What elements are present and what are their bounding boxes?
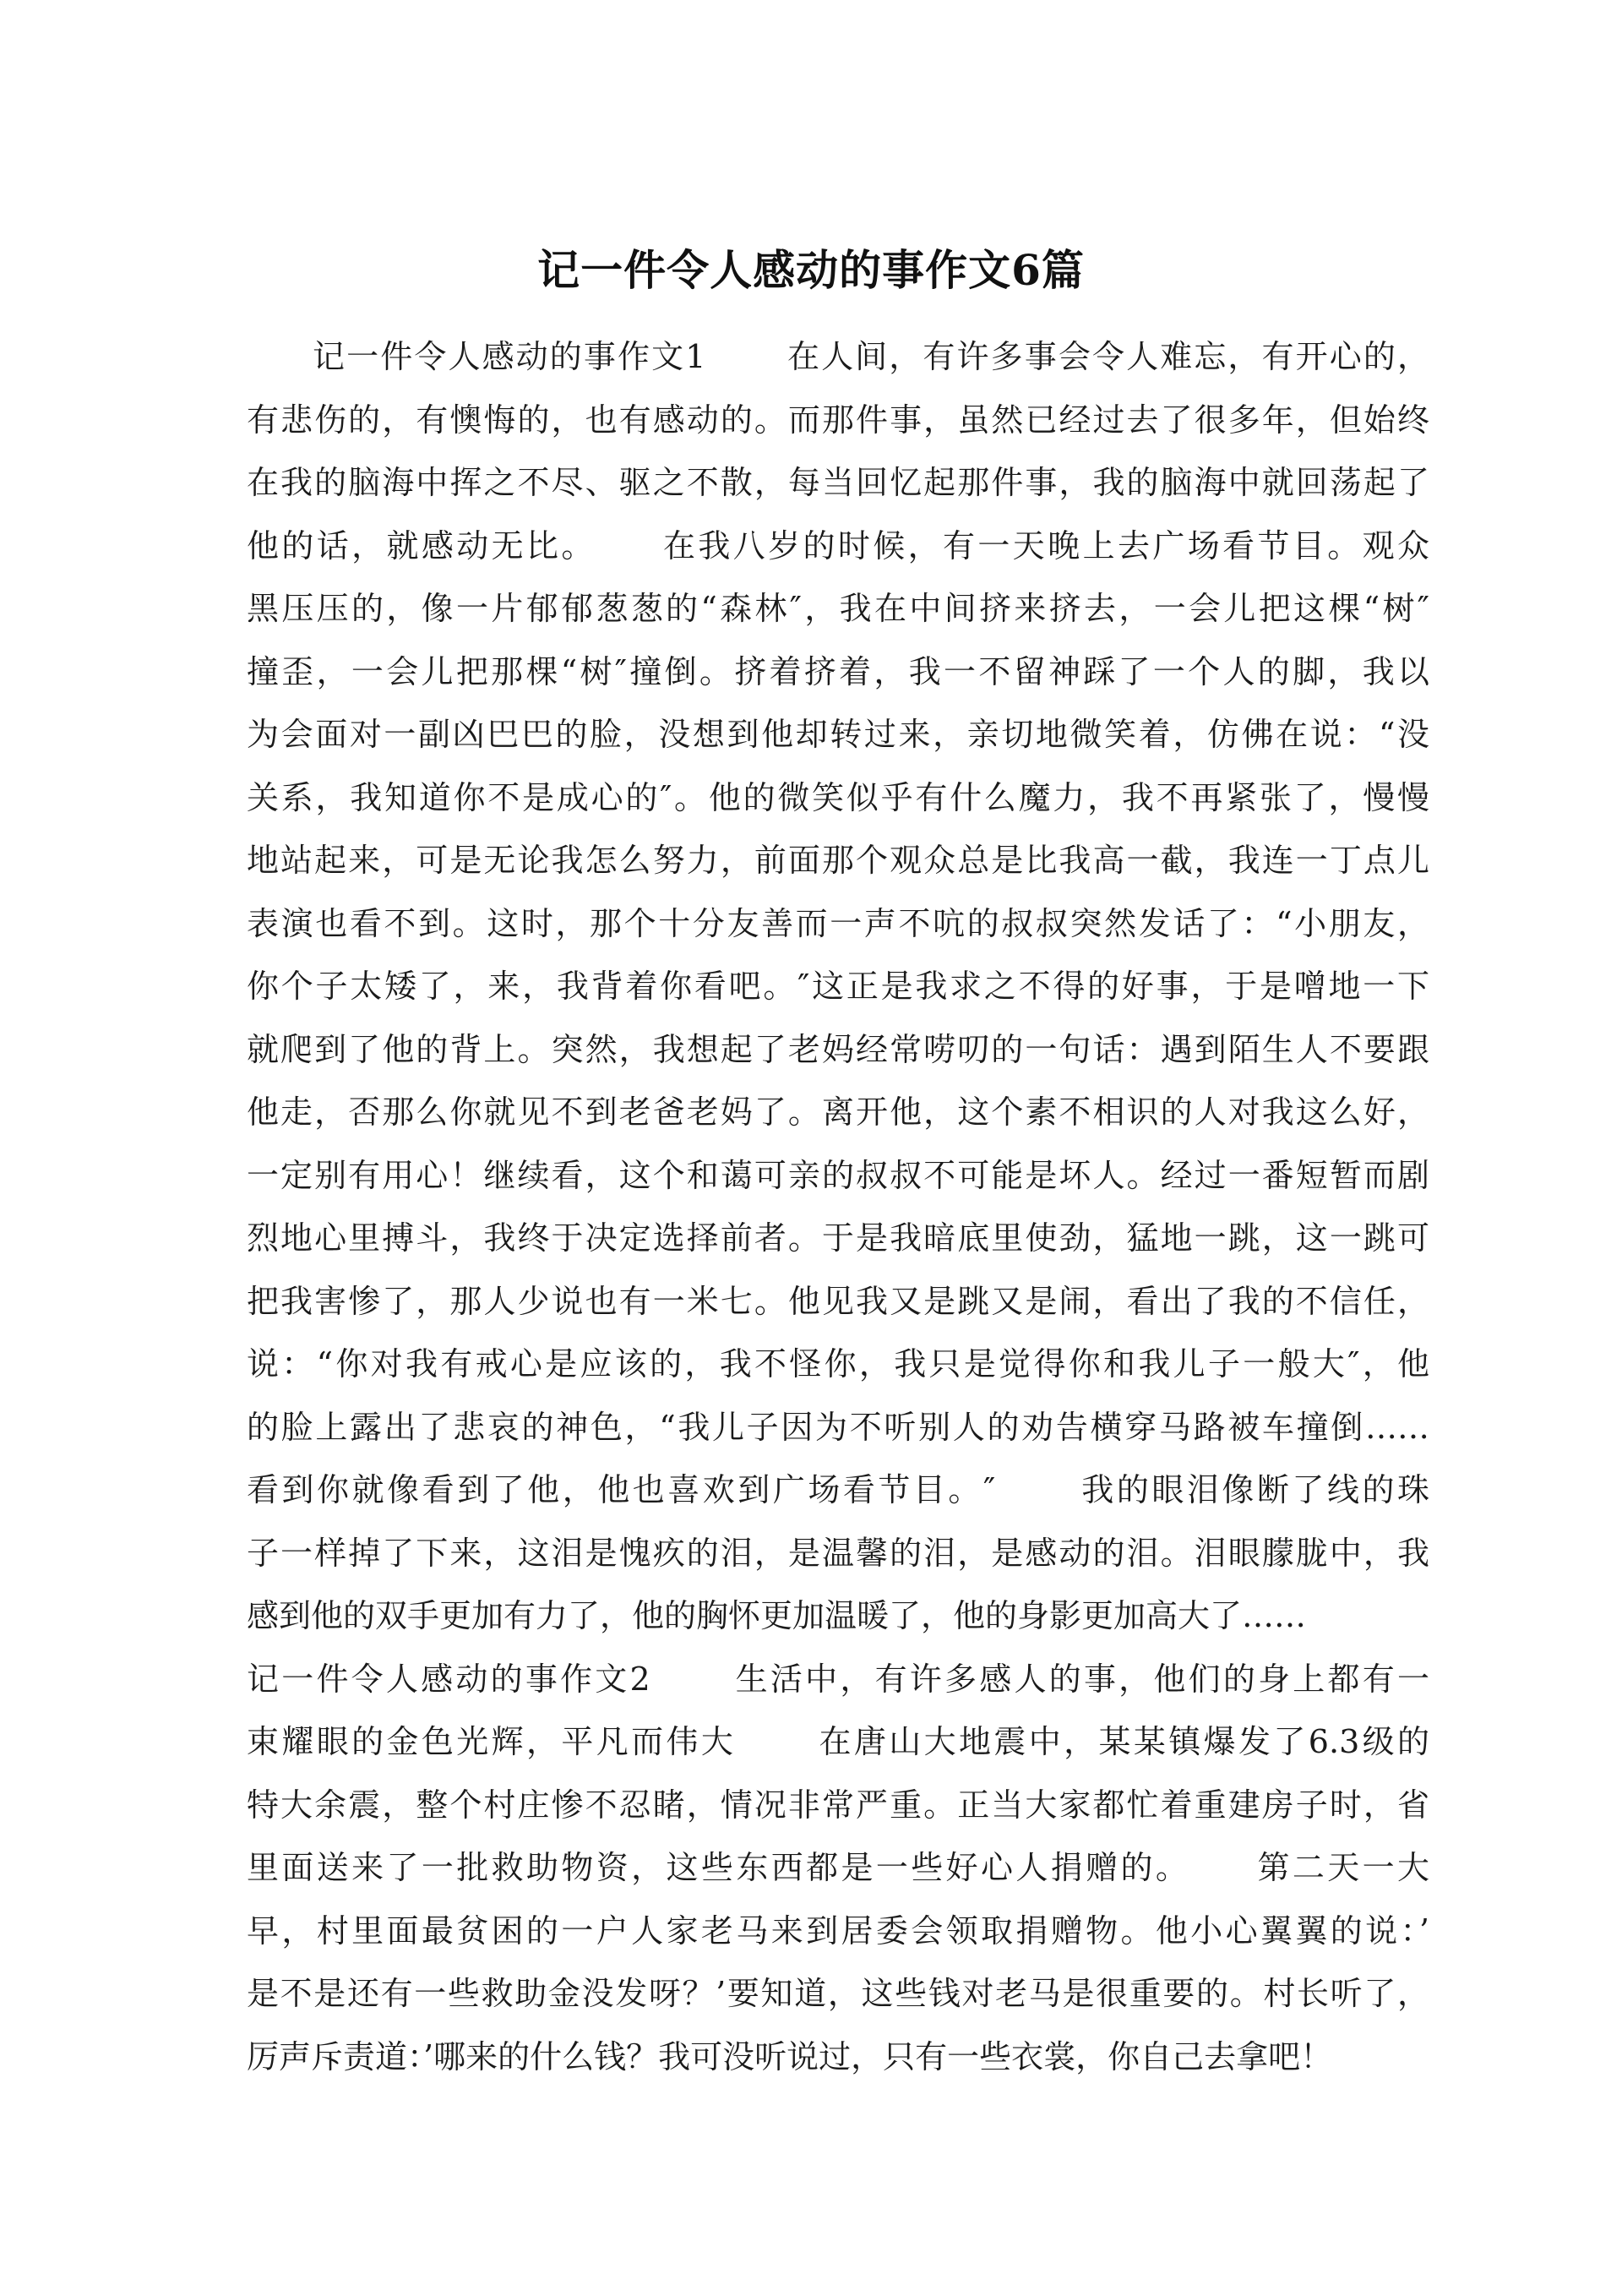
body-line-8: 关系，我知道你不是成心的″。他的微笑似乎有什么魔力，我不再紧张了，慢慢 — [247, 778, 1429, 816]
body-line-13: 他走，否那么你就见不到老爸老妈了。离开他，这个素不相识的人对我这么好， — [247, 1093, 1429, 1131]
body-line-12: 就爬到了他的背上。突然，我想起了老妈经常唠叨的一句话：遇到陌生人不要跟 — [247, 1030, 1429, 1068]
document-body — [247, 325, 1429, 2088]
body-line-18: 的脸上露出了悲哀的神色，“我儿子因为不听别人的劝告横穿马路被车撞倒…… — [247, 1408, 1429, 1446]
body-line-27: 是不是还有一些救助金没发呀？’要知道，这些钱对老马是很重要的。村长听了， — [247, 1975, 1429, 2012]
body-line-26: 早，村里面最贫困的一户人家老马来到居委会领取捐赠物。他小心翼翼的说：’ — [247, 1912, 1429, 1950]
body-line-16: 把我害惨了，那人少说也有一米七。他见我又是跳又是闹，看出了我的不信任， — [247, 1282, 1429, 1320]
body-line-7: 为会面对一副凶巴巴的脸，没想到他却转过来，亲切地微笑着，仿佛在说：“没 — [247, 716, 1429, 753]
body-line-28: 厉声斥责道：’哪来的什么钱？我可没听说过，只有一些衣裳，你自己去拿吧！ — [247, 2037, 1333, 2075]
body-line-1: 记一件令人感动的事作文1 在人间，有许多事会令人难忘，有开心的， — [313, 338, 1429, 375]
body-line-3: 在我的脑海中挥之不尽、驱之不散，每当回忆起那件事，我的脑海中就回荡起了 — [247, 464, 1429, 501]
body-line-25: 里面送来了一批救助物资，这些东西都是一些好心人捐赠的。 第二天一大 — [247, 1849, 1429, 1886]
body-line-2: 有悲伤的，有懊悔的，也有感动的。而那件事，虽然已经过去了很多年，但始终 — [247, 401, 1429, 439]
body-line-4: 他的话，就感动无比。 在我八岁的时候，有一天晚上去广场看节目。观众 — [247, 526, 1429, 564]
body-line-19: 看到你就像看到了他，他也喜欢到广场看节目。″ 我的眼泪像断了线的珠 — [247, 1471, 1429, 1508]
body-line-15: 烈地心里搏斗，我终于决定选择前者。于是我暗底里使劲，猛地一跳，这一跳可 — [247, 1219, 1429, 1257]
body-line-9: 地站起来，可是无论我怎么努力，前面那个观众总是比我高一截，我连一丁点儿 — [247, 842, 1429, 879]
body-line-20: 子一样掉了下来，这泪是愧疚的泪，是温馨的泪，是感动的泪。泪眼朦胧中，我 — [247, 1534, 1429, 1572]
body-line-17: 说：“你对我有戒心是应该的，我不怪你，我只是觉得你和我儿子一般大″，他 — [247, 1345, 1429, 1383]
body-line-23: 束耀眼的金色光辉，平凡而伟大 在唐山大地震中，某某镇爆发了6.3级的 — [247, 1723, 1429, 1760]
body-line-14: 一定别有用心！继续看，这个和蔼可亲的叔叔不可能是坏人。经过一番短暂而剧 — [247, 1156, 1429, 1194]
body-line-21: 感到他的双手更加有力了，他的胸怀更加温暖了，他的身影更加高大了…… — [247, 1597, 1307, 1634]
body-line-6: 撞歪，一会儿把那棵“树″撞倒。挤着挤着，我一不留神踩了一个人的脚，我以 — [247, 652, 1429, 690]
document-title: 记一件令人感动的事作文6篇 — [537, 245, 1085, 295]
body-line-11: 你个子太矮了，来，我背着你看吧。″这正是我求之不得的好事，于是噌地一下 — [247, 968, 1429, 1005]
body-line-22: 记一件令人感动的事作文2 生活中，有许多感人的事，他们的身上都有一 — [247, 1660, 1429, 1698]
body-line-24: 特大余震，整个村庄惨不忍睹，情况非常严重。正当大家都忙着重建房子时，省 — [247, 1786, 1429, 1824]
body-line-5: 黑压压的，像一片郁郁葱葱的“森林″，我在中间挤来挤去，一会儿把这棵“树″ — [247, 590, 1429, 627]
body-line-10: 表演也看不到。这时，那个十分友善而一声不吭的叔叔突然发话了：“小朋友， — [247, 904, 1429, 942]
